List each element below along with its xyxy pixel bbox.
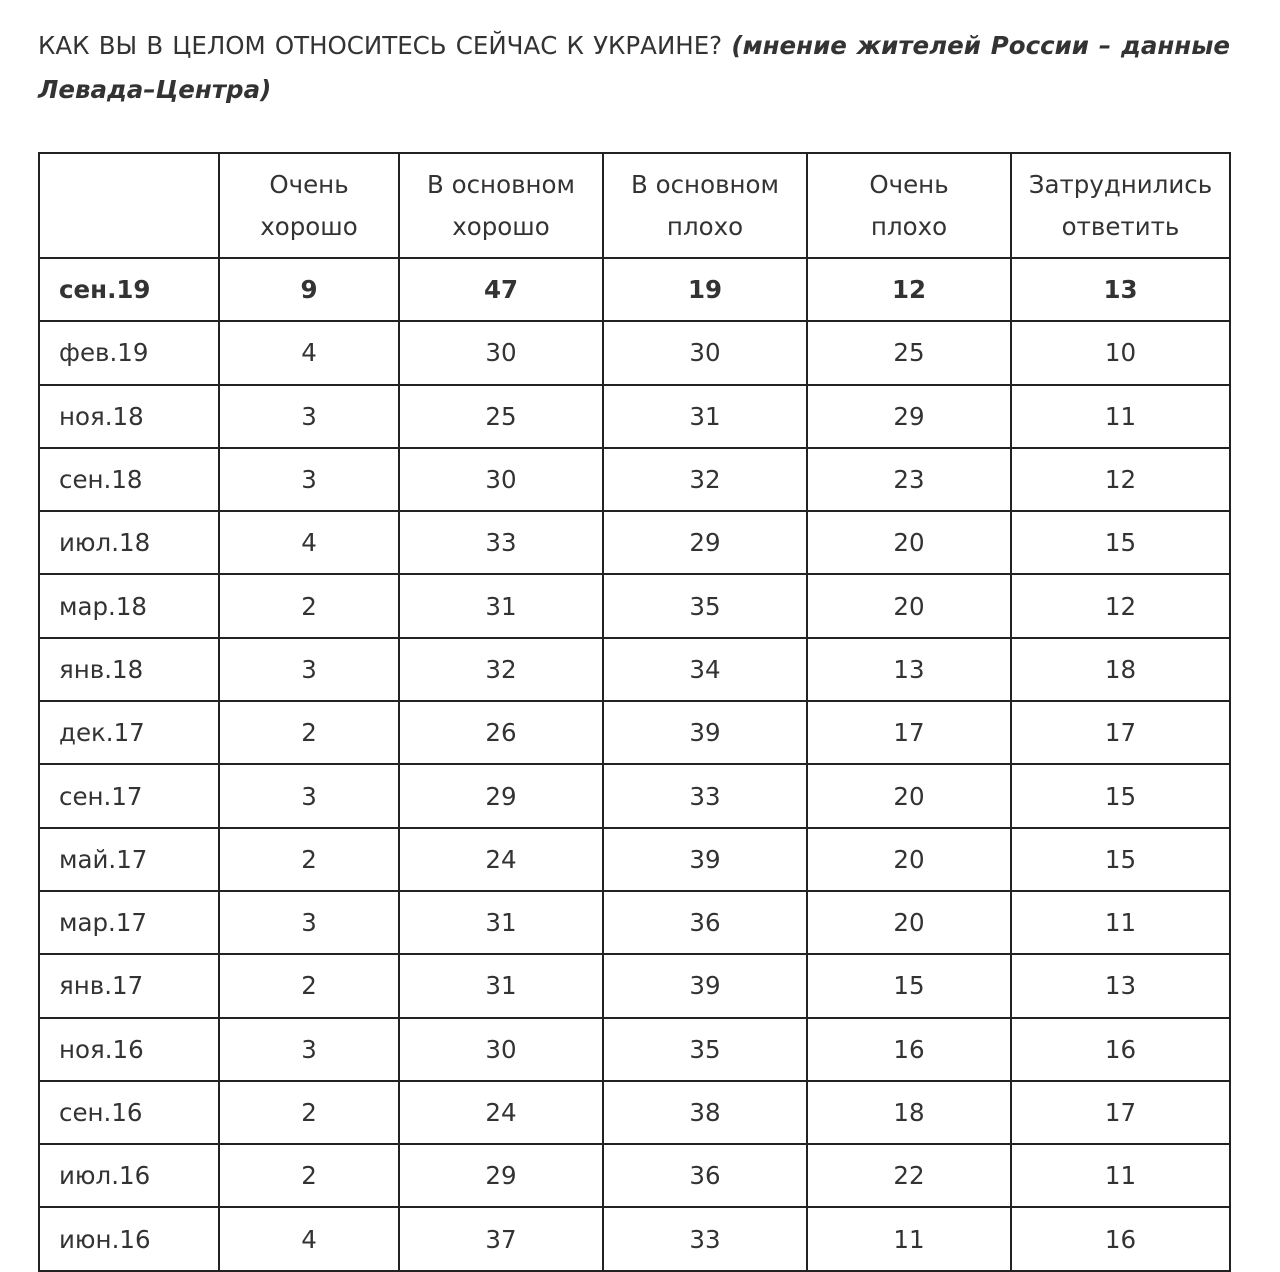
mostly-good-cell: 25 bbox=[399, 385, 603, 448]
date-cell: июн.16 bbox=[39, 1207, 219, 1270]
table-header-row bbox=[39, 153, 1230, 258]
column-header-line: ответить bbox=[1061, 211, 1180, 241]
very-bad-cell: 16 bbox=[807, 1018, 1011, 1081]
mostly-bad-cell: 39 bbox=[603, 828, 807, 891]
table-row bbox=[39, 385, 1230, 448]
mostly-good-cell: 31 bbox=[399, 574, 603, 637]
table-row bbox=[39, 701, 1230, 764]
mostly-bad-cell: 35 bbox=[603, 574, 807, 637]
very-bad-cell: 15 bbox=[807, 954, 1011, 1017]
date-cell: сен.19 bbox=[39, 258, 219, 321]
undecided-cell: 16 bbox=[1011, 1207, 1230, 1270]
undecided-cell: 12 bbox=[1011, 574, 1230, 637]
table-row bbox=[39, 638, 1230, 701]
very-good-cell: 4 bbox=[219, 511, 399, 574]
table-row bbox=[39, 321, 1230, 384]
very-good-cell: 3 bbox=[219, 385, 399, 448]
mostly-good-cell: 32 bbox=[399, 638, 603, 701]
mostly-bad-cell: 33 bbox=[603, 1207, 807, 1270]
very-good-cell: 2 bbox=[219, 701, 399, 764]
very-bad-cell: 23 bbox=[807, 448, 1011, 511]
column-header-line: хорошо bbox=[452, 211, 550, 241]
mostly-bad-cell: 34 bbox=[603, 638, 807, 701]
mostly-good-cell: 37 bbox=[399, 1207, 603, 1270]
very-bad-cell: 22 bbox=[807, 1144, 1011, 1207]
mostly-good-cell: 24 bbox=[399, 1081, 603, 1144]
very-bad-cell: 25 bbox=[807, 321, 1011, 384]
very-bad-cell: 29 bbox=[807, 385, 1011, 448]
undecided-cell: 17 bbox=[1011, 701, 1230, 764]
mostly-bad-cell: 31 bbox=[603, 385, 807, 448]
date-cell: сен.17 bbox=[39, 764, 219, 827]
very-bad-cell: 20 bbox=[807, 891, 1011, 954]
undecided-cell: 16 bbox=[1011, 1018, 1230, 1081]
date-cell: фев.19 bbox=[39, 321, 219, 384]
undecided-cell: 11 bbox=[1011, 385, 1230, 448]
mostly-bad-cell: 19 bbox=[603, 258, 807, 321]
date-cell: сен.16 bbox=[39, 1081, 219, 1144]
table-row bbox=[39, 828, 1230, 891]
mostly-good-cell: 24 bbox=[399, 828, 603, 891]
very-good-cell: 3 bbox=[219, 638, 399, 701]
very-bad-cell: 20 bbox=[807, 511, 1011, 574]
table-row bbox=[39, 511, 1230, 574]
mostly-good-cell: 33 bbox=[399, 511, 603, 574]
column-header-date bbox=[39, 153, 219, 258]
undecided-cell: 15 bbox=[1011, 511, 1230, 574]
survey-question: КАК ВЫ В ЦЕЛОМ ОТНОСИТЕСЬ СЕЙЧАС К УКРАИНЕ? bbox=[38, 31, 723, 60]
table-row bbox=[39, 1207, 1230, 1270]
undecided-cell: 13 bbox=[1011, 954, 1230, 1017]
column-header-line: В основном bbox=[427, 169, 575, 199]
mostly-good-cell: 30 bbox=[399, 448, 603, 511]
column-header-line: плохо bbox=[870, 211, 948, 241]
column-header-mostly-bad bbox=[603, 153, 807, 258]
date-cell: дек.17 bbox=[39, 701, 219, 764]
very-good-cell: 9 bbox=[219, 258, 399, 321]
undecided-cell: 17 bbox=[1011, 1081, 1230, 1144]
survey-source: (мнение жителей России – данные Левада–Центра) bbox=[38, 31, 1230, 104]
undecided-cell: 11 bbox=[1011, 891, 1230, 954]
date-cell: июл.16 bbox=[39, 1144, 219, 1207]
column-header-line: Очень bbox=[269, 169, 349, 199]
very-good-cell: 3 bbox=[219, 764, 399, 827]
mostly-bad-cell: 38 bbox=[603, 1081, 807, 1144]
very-bad-cell: 11 bbox=[807, 1207, 1011, 1270]
date-cell: янв.18 bbox=[39, 638, 219, 701]
undecided-cell: 10 bbox=[1011, 321, 1230, 384]
very-good-cell: 2 bbox=[219, 574, 399, 637]
column-header-line: плохо bbox=[666, 211, 744, 241]
column-header-line: Очень bbox=[869, 169, 949, 199]
very-bad-cell: 18 bbox=[807, 1081, 1011, 1144]
undecided-cell: 18 bbox=[1011, 638, 1230, 701]
mostly-good-cell: 30 bbox=[399, 1018, 603, 1081]
table-row bbox=[39, 574, 1230, 637]
mostly-good-cell: 31 bbox=[399, 954, 603, 1017]
mostly-good-cell: 26 bbox=[399, 701, 603, 764]
very-good-cell: 3 bbox=[219, 448, 399, 511]
very-good-cell: 3 bbox=[219, 891, 399, 954]
table-row bbox=[39, 1144, 1230, 1207]
mostly-bad-cell: 39 bbox=[603, 954, 807, 1017]
mostly-bad-cell: 39 bbox=[603, 701, 807, 764]
poll-results-table bbox=[38, 152, 1231, 1272]
very-good-cell: 2 bbox=[219, 1081, 399, 1144]
table-row bbox=[39, 954, 1230, 1017]
undecided-cell: 11 bbox=[1011, 1144, 1230, 1207]
very-good-cell: 4 bbox=[219, 1207, 399, 1270]
column-header-line: хорошо bbox=[260, 211, 358, 241]
mostly-bad-cell: 32 bbox=[603, 448, 807, 511]
undecided-cell: 15 bbox=[1011, 828, 1230, 891]
very-good-cell: 2 bbox=[219, 1144, 399, 1207]
very-good-cell: 3 bbox=[219, 1018, 399, 1081]
page-heading bbox=[38, 24, 1230, 112]
date-cell: май.17 bbox=[39, 828, 219, 891]
date-cell: ноя.18 bbox=[39, 385, 219, 448]
table-row bbox=[39, 258, 1230, 321]
very-bad-cell: 12 bbox=[807, 258, 1011, 321]
mostly-good-cell: 31 bbox=[399, 891, 603, 954]
table-row bbox=[39, 448, 1230, 511]
very-good-cell: 2 bbox=[219, 828, 399, 891]
very-bad-cell: 20 bbox=[807, 574, 1011, 637]
date-cell: ноя.16 bbox=[39, 1018, 219, 1081]
column-header-very-bad bbox=[807, 153, 1011, 258]
mostly-bad-cell: 30 bbox=[603, 321, 807, 384]
column-header-line: В основном bbox=[631, 169, 779, 199]
column-header-mostly-good bbox=[399, 153, 603, 258]
mostly-good-cell: 29 bbox=[399, 1144, 603, 1207]
mostly-good-cell: 47 bbox=[399, 258, 603, 321]
mostly-bad-cell: 36 bbox=[603, 1144, 807, 1207]
very-bad-cell: 17 bbox=[807, 701, 1011, 764]
table-row bbox=[39, 891, 1230, 954]
column-header-very-good bbox=[219, 153, 399, 258]
mostly-good-cell: 30 bbox=[399, 321, 603, 384]
mostly-bad-cell: 29 bbox=[603, 511, 807, 574]
table-body bbox=[39, 258, 1230, 1271]
undecided-cell: 12 bbox=[1011, 448, 1230, 511]
very-bad-cell: 20 bbox=[807, 828, 1011, 891]
very-bad-cell: 20 bbox=[807, 764, 1011, 827]
very-bad-cell: 13 bbox=[807, 638, 1011, 701]
date-cell: сен.18 bbox=[39, 448, 219, 511]
date-cell: мар.18 bbox=[39, 574, 219, 637]
column-header-line: Затруднились bbox=[1028, 169, 1213, 199]
table-row bbox=[39, 764, 1230, 827]
very-good-cell: 4 bbox=[219, 321, 399, 384]
date-cell: мар.17 bbox=[39, 891, 219, 954]
mostly-good-cell: 29 bbox=[399, 764, 603, 827]
column-header-undecided bbox=[1011, 153, 1230, 258]
undecided-cell: 13 bbox=[1011, 258, 1230, 321]
very-good-cell: 2 bbox=[219, 954, 399, 1017]
mostly-bad-cell: 33 bbox=[603, 764, 807, 827]
undecided-cell: 15 bbox=[1011, 764, 1230, 827]
mostly-bad-cell: 36 bbox=[603, 891, 807, 954]
table-row bbox=[39, 1081, 1230, 1144]
date-cell: июл.18 bbox=[39, 511, 219, 574]
mostly-bad-cell: 35 bbox=[603, 1018, 807, 1081]
table-row bbox=[39, 1018, 1230, 1081]
date-cell: янв.17 bbox=[39, 954, 219, 1017]
